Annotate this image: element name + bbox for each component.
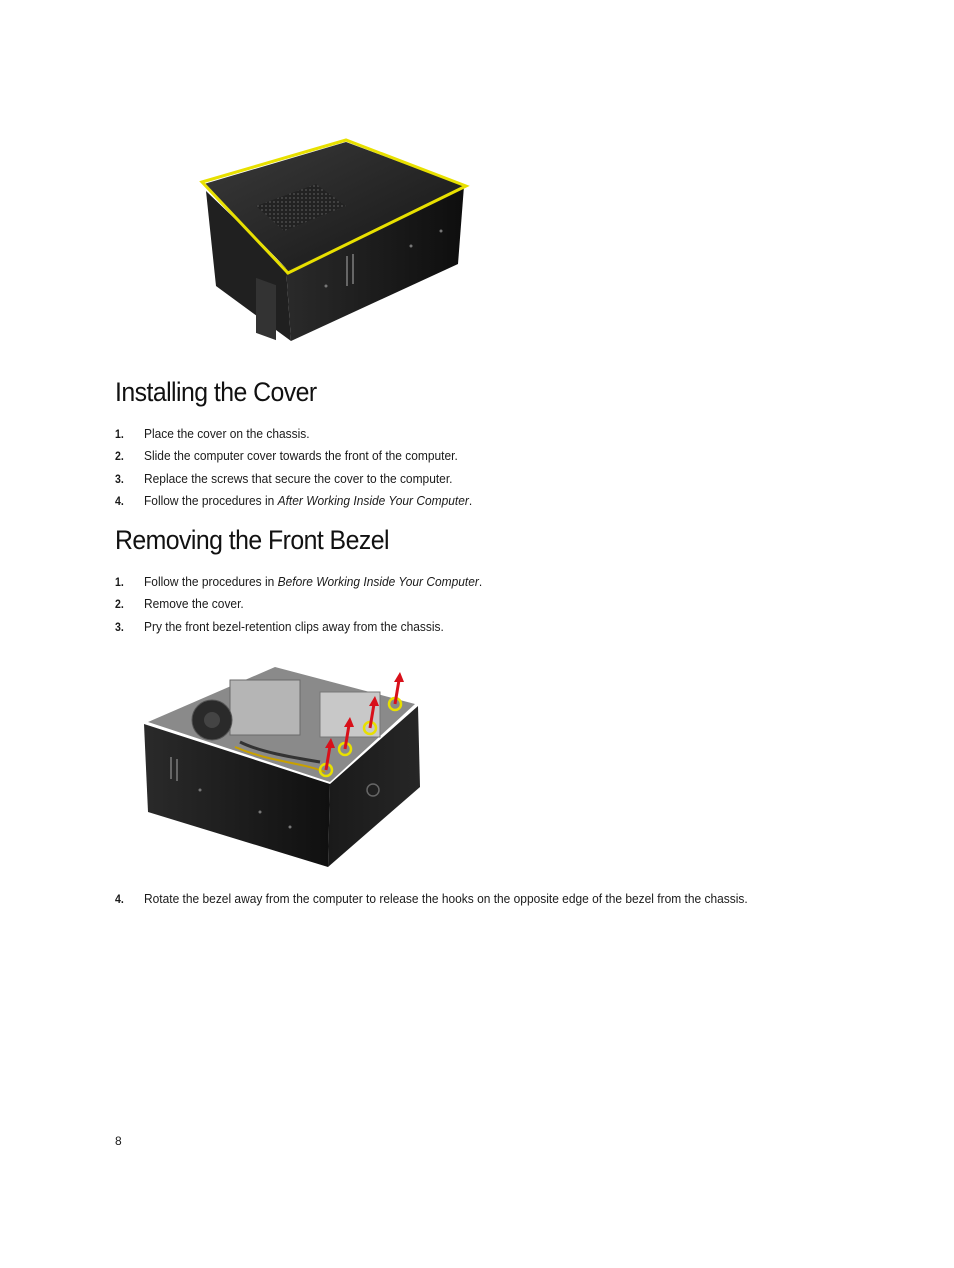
bezel-clips-figure [140,662,424,872]
step-text-post: . [468,492,473,508]
step-number: 4. [115,493,124,508]
after-working-link[interactable]: After Working Inside Your Computer [277,492,469,508]
step-text-pre: Follow the procedures in [144,492,278,508]
step-number: 2. [115,597,124,612]
before-working-link[interactable]: Before Working Inside Your Computer [277,574,479,589]
step-number: 4. [115,892,124,906]
step-text [144,490,472,512]
step-text [144,571,482,593]
step-text: Replace the screws that secure the cover to the computer. [144,470,453,486]
step-text: Slide the computer cover towards the front of the computer. [144,448,458,464]
step-text: Remove the cover. [144,596,244,612]
step-number: 1. [115,575,124,589]
installing-cover-heading: Installing the Cover [115,377,317,407]
page-number: 8 [115,1134,122,1148]
step-number: 2. [115,449,124,464]
step-number: 3. [115,619,124,634]
step-text: Rotate the bezel away from the computer to release the hooks on the opposite edge of the bezel from the chassis. [144,891,748,906]
step-number: 3. [115,471,124,486]
step-number: 1. [115,427,124,441]
step-text: Place the cover on the chassis. [144,426,310,441]
step-text-post: . [478,574,483,589]
removing-front-bezel-heading: Removing the Front Bezel [115,525,389,555]
step-text-pre: Follow the procedures in [144,574,278,589]
step-text: Pry the front bezel-retention clips away from the chassis. [144,618,444,634]
cover-removal-figure [196,136,474,346]
